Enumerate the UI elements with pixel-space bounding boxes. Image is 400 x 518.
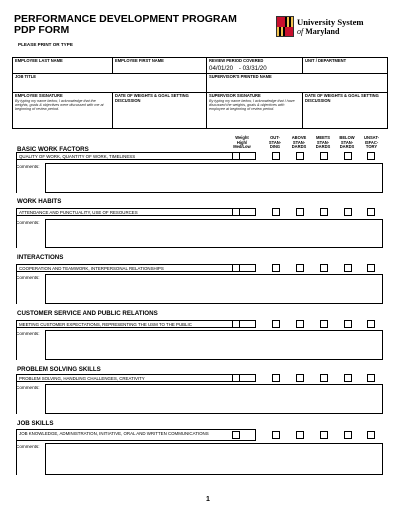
employee-first-name-label: EMPLOYEE FIRST NAME: [115, 58, 164, 63]
comments-label: Comments:: [16, 385, 40, 390]
supervisor-signature-label: SUPERVISOR SIGNATURE: [209, 93, 261, 98]
comments-box[interactable]: [45, 330, 383, 360]
performance-factor: JOB KNOWLEDGE, ADMINISTRATION, INITIATIVE, ORAL AND WRITTEN COMMUNICATIONS: [16, 429, 256, 441]
weight-checkbox[interactable]: [232, 264, 240, 272]
comments-box[interactable]: [45, 384, 383, 414]
comments-label: Comments:: [16, 275, 40, 280]
logo-text-line2: [297, 27, 339, 36]
below-standards-checkbox[interactable]: [344, 374, 352, 382]
above-standards-checkbox[interactable]: [296, 152, 304, 160]
meets-standards-checkbox[interactable]: [320, 152, 328, 160]
weight-checkbox[interactable]: [232, 320, 240, 328]
above-standards-checkbox[interactable]: [296, 208, 304, 216]
employee-discussion-date-field[interactable]: [113, 93, 207, 129]
section-title: PROBLEM SOLVING SKILLS: [17, 366, 101, 373]
job-title-label: JOB TITLE: [15, 74, 36, 79]
section-title: BASIC WORK FACTORS: [17, 146, 89, 153]
review-to: - 03/31/20: [238, 65, 267, 73]
supervisor-discussion-date-field[interactable]: [303, 93, 388, 129]
employee-last-name-label: EMPLOYEE LAST NAME: [15, 58, 63, 63]
above-standards-header: ABOVE STAN- DARDS: [291, 135, 307, 150]
employee-signature-note: By typing my name below, I acknowledge that the weights, goals & objectives were discussed with me at beginning of review period.: [15, 98, 104, 111]
performance-factor: PROBLEM SOLVING, HANDLING CHALLENGES, CREATIVITY: [16, 374, 256, 382]
comments-label: Comments:: [16, 164, 40, 169]
supervisor-discussion-date-label: DATE OF WEIGHTS & GOAL SETTING DISCUSSION: [305, 93, 379, 103]
comments-label: Comments:: [16, 331, 40, 336]
above-standards-checkbox[interactable]: [296, 431, 304, 439]
unsatisfactory-checkbox[interactable]: [367, 431, 375, 439]
meets-standards-checkbox[interactable]: [320, 208, 328, 216]
review-period-value: [209, 65, 300, 72]
comments-box[interactable]: [45, 163, 383, 193]
unsatisfactory-checkbox[interactable]: [367, 320, 375, 328]
job-title-field[interactable]: [13, 74, 207, 93]
comments-label: Comments:: [16, 220, 40, 225]
review-from: 04/01/20: [209, 65, 234, 73]
performance-factor: COOPERATION AND TEAMWORK, INTERPERSONAL RELATIONSHIPS: [16, 264, 256, 272]
employee-signature-field[interactable]: [13, 93, 113, 129]
review-period-label: REVIEW PERIOD COVERED: [209, 58, 264, 63]
meets-standards-checkbox[interactable]: [320, 374, 328, 382]
form-title: [14, 14, 237, 36]
performance-factor: QUALITY OF WORK, QUANTITY OF WORK, TIMELINESS: [16, 152, 256, 160]
unit-department-field[interactable]: [303, 58, 388, 74]
print-instruction: PLEASE PRINT OR TYPE: [18, 42, 73, 47]
meets-standards-checkbox[interactable]: [320, 431, 328, 439]
maryland-flag-icon: [276, 16, 294, 37]
weight-header: Weight High/ Med/Low: [233, 135, 251, 150]
unsatisfactory-header: UNSAT- ISFAC- TORY: [364, 135, 379, 150]
logo-of: of: [297, 27, 304, 36]
meets-standards-checkbox[interactable]: [320, 320, 328, 328]
section-title: CUSTOMER SERVICE AND PUBLIC RELATIONS: [17, 310, 158, 317]
form-title-line2: PDP FORM: [14, 24, 70, 36]
above-standards-checkbox[interactable]: [296, 320, 304, 328]
performance-factor: ATTENDANCE AND PUNCTUALITY, USE OF RESOURCES: [16, 208, 256, 216]
meets-standards-header: MEETS STAN- DARDS: [315, 135, 331, 150]
unsatisfactory-checkbox[interactable]: [367, 208, 375, 216]
section-title: JOB SKILLS: [17, 420, 54, 427]
comments-box[interactable]: [45, 443, 383, 475]
review-period-field[interactable]: [207, 58, 303, 74]
logo-state: Maryland: [305, 27, 340, 36]
outstanding-checkbox[interactable]: [272, 208, 280, 216]
section-title: WORK HABITS: [17, 198, 62, 205]
above-standards-checkbox[interactable]: [296, 374, 304, 382]
comments-box[interactable]: [45, 274, 383, 304]
form-title-line1: PERFORMANCE DEVELOPMENT PROGRAM: [14, 13, 237, 25]
weight-checkbox[interactable]: [232, 374, 240, 382]
supervisor-name-label: SUPERVISOR'S PRINTED NAME: [209, 74, 272, 79]
outstanding-checkbox[interactable]: [272, 152, 280, 160]
weight-checkbox[interactable]: [232, 152, 240, 160]
usm-logo: [276, 16, 388, 38]
below-standards-header: BELOW STAN- DARDS: [339, 135, 355, 150]
outstanding-checkbox[interactable]: [272, 320, 280, 328]
unsatisfactory-checkbox[interactable]: [367, 374, 375, 382]
page-number: 1: [206, 496, 210, 503]
employee-signature-label: EMPLOYEE SIGNATURE: [15, 93, 63, 98]
comments-box[interactable]: [45, 219, 383, 248]
below-standards-checkbox[interactable]: [344, 208, 352, 216]
weight-checkbox[interactable]: [232, 208, 240, 216]
unsatisfactory-checkbox[interactable]: [367, 264, 375, 272]
employee-info-grid: [12, 57, 388, 129]
outstanding-checkbox[interactable]: [272, 374, 280, 382]
outstanding-header: OUT- STAN- DING: [268, 135, 282, 150]
employee-last-name-field[interactable]: [13, 58, 113, 74]
outstanding-checkbox[interactable]: [272, 264, 280, 272]
below-standards-checkbox[interactable]: [344, 152, 352, 160]
unit-department-label: UNIT / DEPARTMENT: [305, 58, 347, 63]
outstanding-checkbox[interactable]: [272, 431, 280, 439]
unsatisfactory-checkbox[interactable]: [367, 152, 375, 160]
below-standards-checkbox[interactable]: [344, 264, 352, 272]
employee-first-name-field[interactable]: [113, 58, 207, 74]
supervisor-name-field[interactable]: [207, 74, 388, 93]
supervisor-signature-field[interactable]: [207, 93, 303, 129]
supervisor-signature-note: By typing my name below, I acknowledge that I have discussed the weights, goals & objectives with employee at beginning of review period.: [209, 98, 295, 111]
section-title: INTERACTIONS: [17, 254, 64, 261]
employee-discussion-date-label: DATE OF WEIGHTS & GOAL SETTING DISCUSSION: [115, 93, 189, 103]
below-standards-checkbox[interactable]: [344, 320, 352, 328]
performance-factor: MEETING CUSTOMER EXPECTATIONS, REPRESENTING THE USM TO THE PUBLIC: [16, 320, 256, 328]
above-standards-checkbox[interactable]: [296, 264, 304, 272]
below-standards-checkbox[interactable]: [344, 431, 352, 439]
comments-label: Comments:: [16, 444, 40, 449]
meets-standards-checkbox[interactable]: [320, 264, 328, 272]
weight-checkbox[interactable]: [232, 431, 240, 439]
logo-text-line1: University System: [297, 17, 364, 27]
